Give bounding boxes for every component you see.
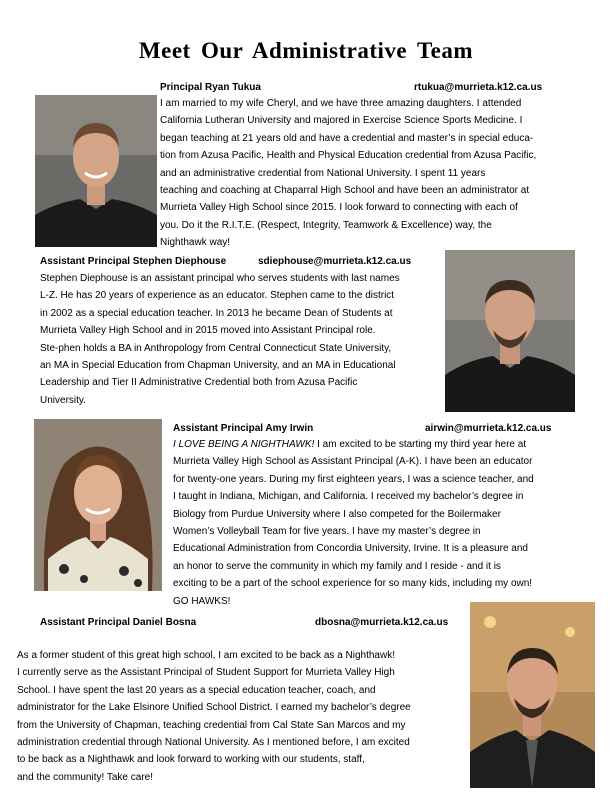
member-name: Assistant Principal Daniel Bosna [40, 617, 197, 628]
photo-stephen-diephouse [445, 250, 575, 412]
member-email[interactable]: dbosna@murrieta.k12.ca.us [315, 617, 449, 628]
member-name: Assistant Principal Stephen Diephouse [40, 256, 227, 267]
photo-amy-irwin [34, 419, 162, 591]
portrait-image [35, 95, 157, 247]
member-bio: As a former student of this great high school, I am excited to be back as a Nighthawk! I currently serve as the Assistant Principal of Student Support for Murrieta Valley High School. I have spent the last 20 years as a special education teacher, coach, and administrator for the Lake Elsinore Unified School District. I earned my bachelor’s degree from the University of Chapman, teaching credential from Cal State San Marcos and my administration credential through National University. As I mentioned before, I am excited to be back as a Nighthawk and look forward to working with our students, staff, and the community! Take care! [17, 650, 411, 783]
member-name: Assistant Principal Amy Irwin [173, 423, 314, 434]
member-email[interactable]: airwin@murrieta.k12.ca.us [425, 423, 552, 434]
member-bio: I LOVE BEING A NIGHTHAWK! I am excited to be starting my third year here at Murrieta Valley High School as Assistant Principal (A-K). I have been an educator for twenty-one years. During my first eighteen years, I was a science teacher, and I taught in Indiana, Michigan, and California. I received my bachelor’s degree in Biology from Purdue University where I also competed for the Boilermaker Women’s Volleyball Team for five years. I have my master’s degree in Educational Administration from Concordia University, Irvine. It is a pleasure and an honor to serve the community in which my family and I reside - and it is exciting to be a part of the school experience for so many kids, including my own! GO HAWKS! [173, 439, 534, 607]
page-title: Meet Our Administrative Team [138, 38, 474, 63]
member-email[interactable]: sdiephouse@murrieta.k12.ca.us [258, 256, 412, 267]
member-name: Principal Ryan Tukua [160, 82, 261, 93]
photo-daniel-bosna [470, 602, 595, 788]
photo-ryan-tukua [35, 95, 157, 247]
portrait-image [470, 602, 595, 788]
member-email[interactable]: rtukua@murrieta.k12.ca.us [414, 82, 543, 93]
member-bio: I am married to my wife Cheryl, and we have three amazing daughters. I attended California Lutheran University and majored in Exercise Science Sports Medicine. I began teaching at 21 years old and have a credential and master’s in special educa- tion from Azusa Pacific, Health and Physical Education credential from Azusa Pacific, and an administrative credential from National University. I spent 11 years teaching and coaching at Chaparral High School and have been an administrator at Murrieta Valley High School since 2015. I look forward to connecting with each of you. Do it the R.I.T.E. (Respect, Integrity, Teamwork & Excellence) way, the Nighthawk way! [160, 98, 537, 249]
member-bio: Stephen Diephouse is an assistant principal who serves students with last names L-Z. He has 20 years of experience as an educator. Stephen came to the district in 2002 as a special education teacher. In 2013 he became Dean of Students at Murrieta Valley High School and in 2015 moved into Assistant Principal role. Ste-phen holds a BA in Anthropology from Central Connecticut State University, an MA in Special Education from Chapman University, and an MA in Educational Leadership and Tier II Administrative Credential both from Azusa Pacific University. [40, 273, 400, 406]
bio-lead: I LOVE BEING A NIGHTHAWK! [173, 439, 315, 450]
portrait-image [34, 419, 162, 591]
portrait-image [445, 250, 575, 412]
